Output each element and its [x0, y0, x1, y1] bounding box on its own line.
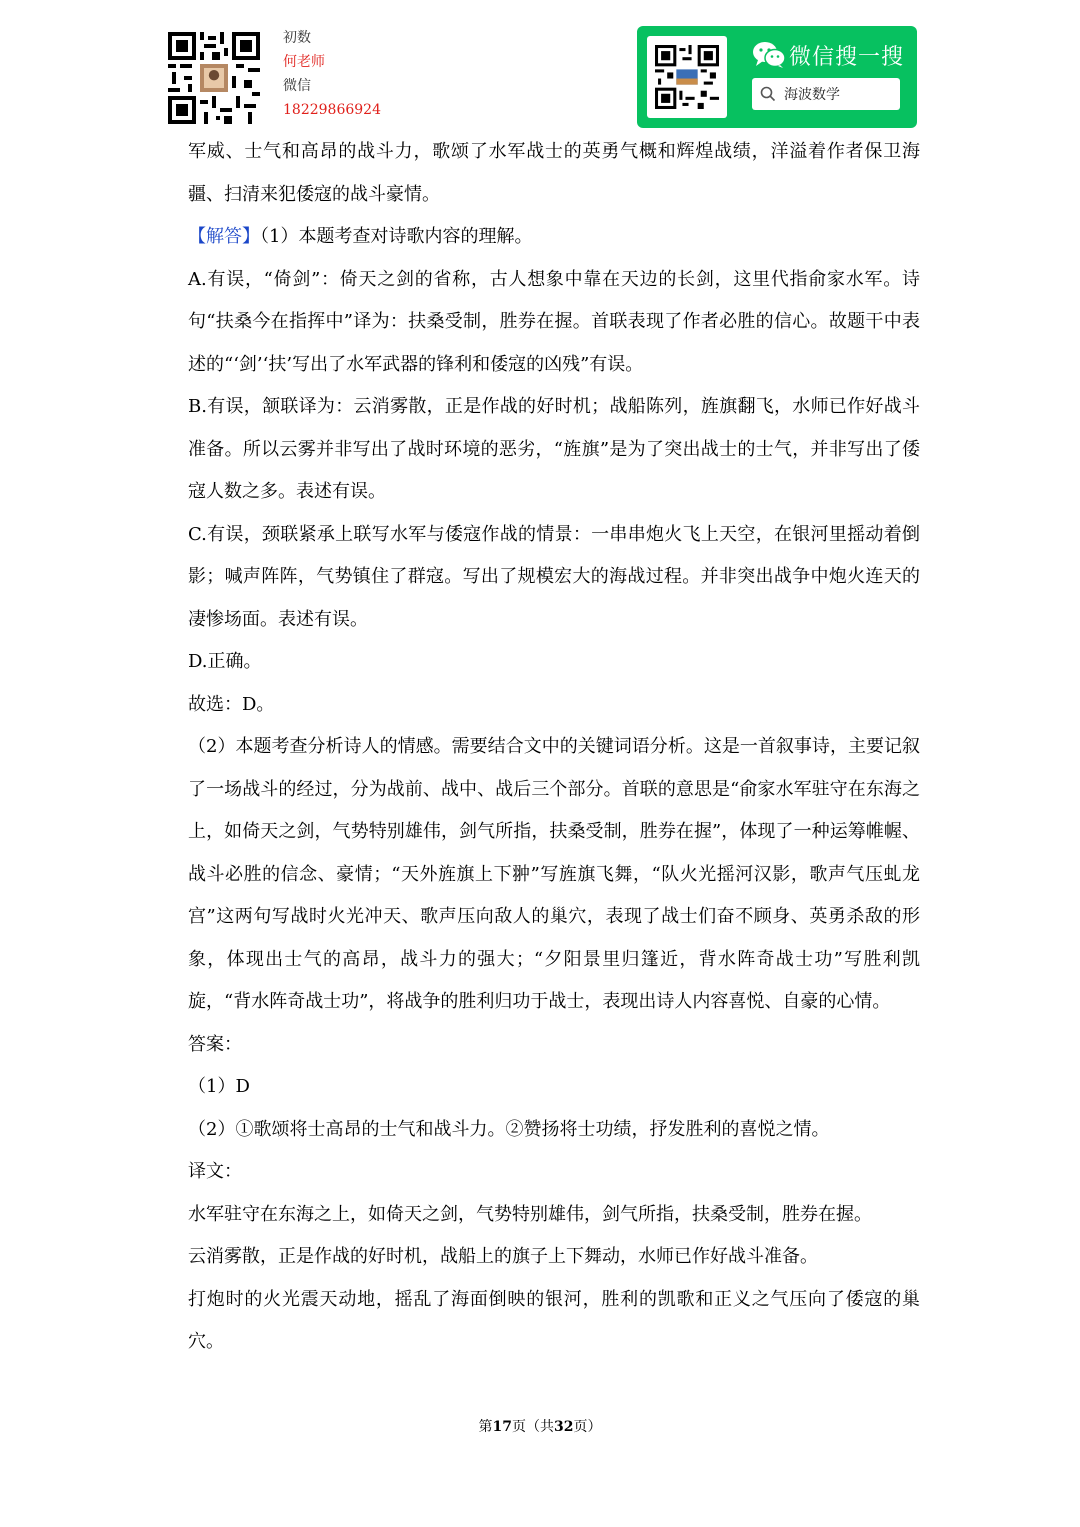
- qr-code-right: [647, 36, 727, 118]
- page-header: [0, 0, 1080, 135]
- footer-middle: 页（共: [512, 1419, 554, 1435]
- paragraph-answer-1: （1）D: [188, 1076, 250, 1097]
- paragraph-intro-continued: 军威、士气和高昂的战斗力，歌颂了水军战士的英勇气概和辉煌战绩，洋溢着作者保卫海疆、扫清来犯倭寇的战斗豪情。: [188, 141, 920, 205]
- answer-part1-intro: （1）本题考查对诗歌内容的理解。: [260, 226, 533, 247]
- wechat-logo-icon: [752, 41, 786, 73]
- teacher-contact: [283, 26, 381, 122]
- footer-suffix: 页）: [573, 1419, 602, 1435]
- paragraph-choice: 故选：D。: [188, 693, 275, 715]
- paragraph-answer-heading: [188, 216, 920, 259]
- paragraph-answer-2: （2）①歌颂将士高昂的士气和战斗力。②赞扬将士功绩，抒发胜利的喜悦之情。: [188, 1118, 830, 1140]
- contact-phone: 18229866924: [283, 102, 381, 118]
- wechat-search-banner: [637, 26, 917, 128]
- paragraph-answer-label: 答案：: [188, 1033, 242, 1055]
- footer-page-number: 17: [492, 1419, 512, 1435]
- paragraph-option-b: B.有误，颔联译为：云消雾散，正是作战的好时机；战船陈列，旌旗翻飞，水师已作好战斗准备。所以云雾并非写出了战时环境的恶劣，“旌旗”是为了突出战士的士气，并非写出了倭寇人数之多。表述有误。: [188, 396, 920, 502]
- paragraph-option-d: D.正确。: [188, 651, 262, 672]
- contact-wechat-label: 微信: [283, 78, 311, 94]
- contact-subject: 初数: [283, 30, 311, 46]
- footer-total-pages: 32: [554, 1419, 574, 1435]
- paragraph-translation-1: 水军驻守在东海之上，如倚天之剑，气势特别雄伟，剑气所指，扶桑受制，胜券在握。: [188, 1203, 872, 1225]
- paragraph-translation-2: 云消雾散，正是作战的好时机，战船上的旗子上下舞动，水师已作好战斗准备。: [188, 1246, 818, 1267]
- paragraph-translation-label: 译文：: [188, 1161, 242, 1182]
- qr-code-left: [168, 32, 260, 124]
- footer-prefix: 第: [478, 1419, 493, 1435]
- paragraph-option-c: C.有误，颈联紧承上联写水军与倭寇作战的情景：一串串炮火飞上天空，在银河里摇动着倒影；喊声阵阵，气势镇住了群寇。写出了规模宏大的海战过程。并非突出战争中炮火连天的凄惨场面。表述有误。: [188, 523, 920, 630]
- contact-teacher: 何老师: [283, 54, 325, 70]
- search-icon: [760, 86, 776, 102]
- paragraph-part2-analysis: （2）本题考查分析诗人的情感。需要结合文中的关键词语分析。这是一首叙事诗，主要记叙了一场战斗的经过，分为战前、战中、战后三个部分。首联的意思是“俞家水军驻守在东海之上，如倚天之剑，气势特别雄伟，剑气所指，扶桑受制，胜券在握”，体现了一种运筹帷幄、战斗必胜的信念、豪情；“天外旌旗上下翀”写旌旗飞舞，“队火光摇河汉影，歌声气压虬龙宫”这两句写战时火光冲天、歌声压向敌人的巢穴，表现了战士们奋不顾身、英勇杀敌的形象，体现出士气的高昂，战斗力的强大；“夕阳景里归篷近，背水阵奇战士功”写胜利凯旋，“背水阵奇战士功”，将战争的胜利归功于战士，表现出诗人内容喜悦、自豪的心情。: [188, 736, 920, 1012]
- paragraph-option-a: A.有误，“倚剑”：倚天之剑的省称，古人想象中靠在天边的长剑，这里代指俞家水军。诗句“扶桑今在指挥中”译为：扶桑受制，胜券在握。首联表现了作者必胜的信心。故题干中表述的“‘剑’‘扶’写出了水军武器的锋利和倭寇的凶残”有误。: [188, 268, 920, 375]
- wechat-search-title: 微信搜一搜: [789, 45, 905, 70]
- answer-content: [188, 131, 920, 1364]
- answer-label: 【解答】: [188, 226, 260, 247]
- wechat-search-bar[interactable]: [752, 78, 900, 110]
- page-footer: [0, 1416, 1080, 1436]
- search-query-text: 海波数学: [784, 87, 840, 103]
- paragraph-translation-3: 打炮时的火光震天动地，摇乱了海面倒映的银河，胜利的凯歌和正义之气压向了倭寇的巢穴。: [188, 1288, 920, 1352]
